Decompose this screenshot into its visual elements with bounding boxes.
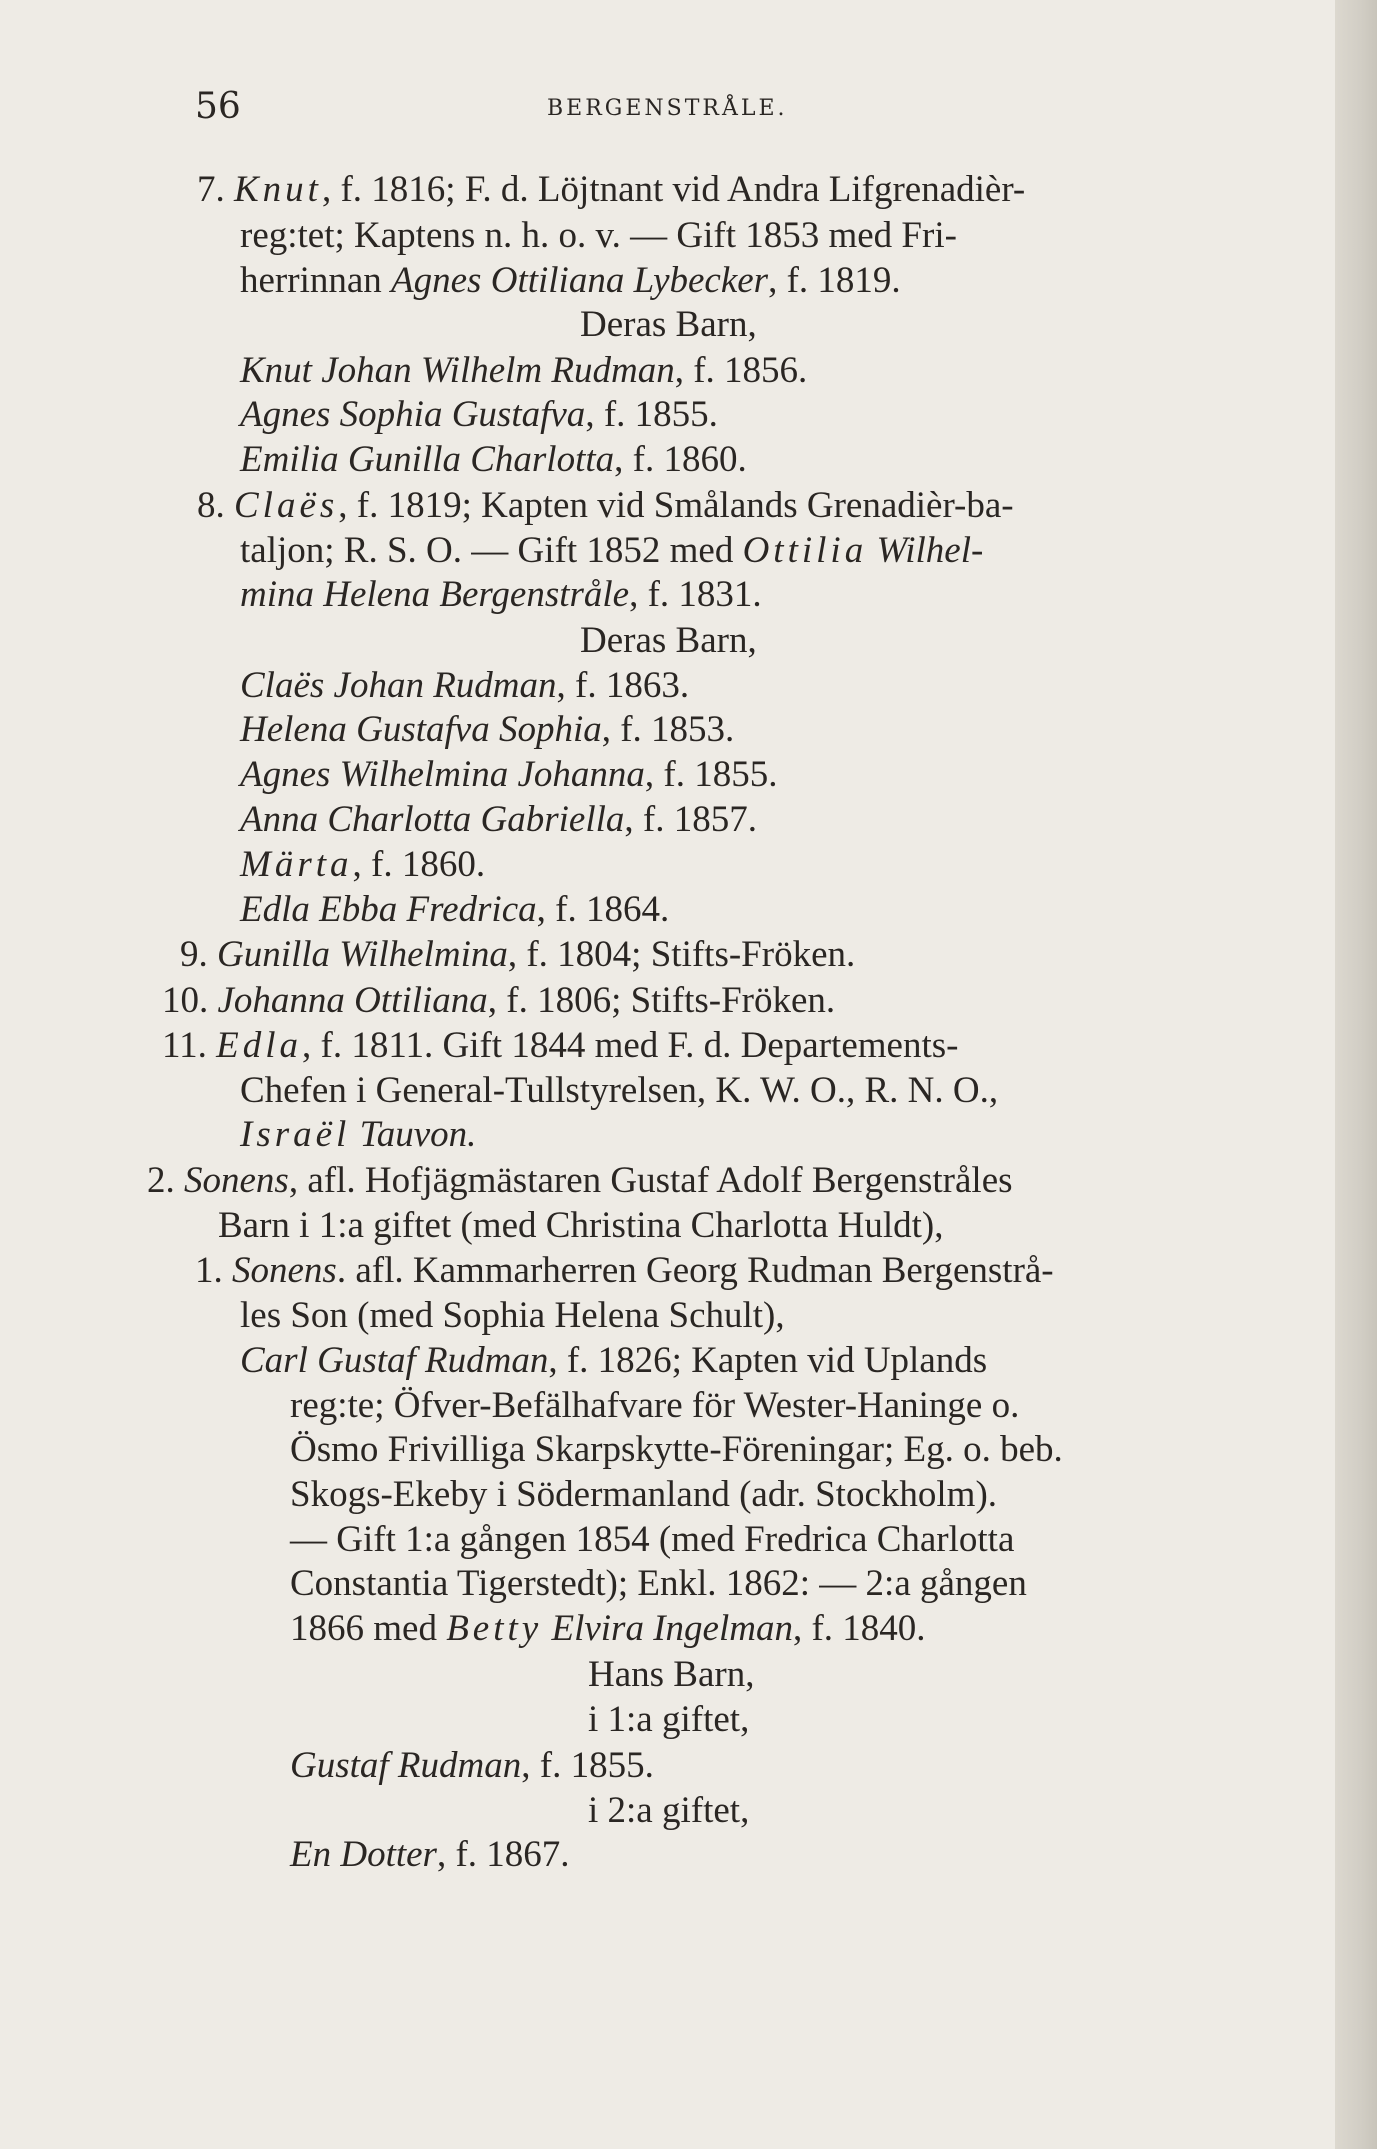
text-line bbox=[240, 1339, 987, 1383]
text-run: , f. 1806; Stifts-Fröken. bbox=[487, 980, 836, 1021]
text-run: Ösmo Frivilliga Skarpskytte-Föreningar; Eg. o. beb. bbox=[290, 1429, 1063, 1470]
text-line bbox=[162, 979, 835, 1023]
text-line bbox=[240, 664, 689, 708]
text-line bbox=[240, 259, 901, 303]
text-run: , f. 1855. bbox=[644, 754, 778, 795]
page-number: 56 bbox=[195, 86, 241, 127]
italic-name: En Dotter bbox=[290, 1834, 437, 1875]
italic-name: Emilia Gunilla Charlotta bbox=[240, 439, 615, 480]
text-run: , f. 1826; Kapten vid Uplands bbox=[548, 1340, 988, 1381]
text-run: 1866 med bbox=[290, 1608, 447, 1649]
italic-name: Agnes bbox=[391, 260, 482, 301]
text-run: Deras Barn, bbox=[580, 304, 757, 345]
text-run: , f. 1840. bbox=[792, 1608, 926, 1649]
italic-name: Ottilia bbox=[742, 530, 868, 571]
text-line bbox=[290, 1473, 997, 1517]
italic-name: mina Helena Bergenstråle bbox=[240, 574, 630, 615]
text-line bbox=[162, 1024, 958, 1068]
italic-name: Edla bbox=[216, 1025, 303, 1066]
text-run: les Son (med Sophia Helena Schult), bbox=[240, 1295, 785, 1336]
italic-name: Helena Gustafva Sophia bbox=[240, 709, 602, 750]
text-line bbox=[580, 303, 757, 347]
text-line bbox=[580, 619, 757, 663]
text-line bbox=[218, 1204, 943, 1248]
text-run: , f. 1811. Gift 1844 med F. d. Departements- bbox=[302, 1025, 959, 1066]
text-line bbox=[240, 843, 485, 887]
italic-name: Gunilla Wilhelmina bbox=[217, 934, 508, 975]
text-run: Barn i 1:a giftet (med Christina Charlotta Huldt), bbox=[218, 1205, 944, 1246]
italic-name: Knut bbox=[234, 169, 322, 210]
text-run: — Gift 1:a gången 1854 (med Fredrica Charlotta bbox=[290, 1519, 1015, 1560]
text-line bbox=[290, 1833, 570, 1877]
text-run: taljon; R. S. O. — Gift 1852 med bbox=[240, 530, 743, 571]
text-line bbox=[240, 888, 669, 932]
text-line bbox=[180, 933, 855, 977]
italic-name: Märta bbox=[240, 844, 353, 885]
text-run: , f. 1856. bbox=[674, 350, 808, 391]
text-run: , f. 1860. bbox=[352, 844, 486, 885]
text-run: . afl. Kammarherren Georg Rudman Bergenstrå- bbox=[336, 1250, 1054, 1291]
text-line bbox=[240, 393, 718, 437]
text-run: i 1:a giftet, bbox=[588, 1699, 750, 1740]
italic-name: Sonens bbox=[232, 1250, 337, 1291]
text-line bbox=[240, 214, 957, 258]
italic-name: Elvira Ingelman bbox=[551, 1608, 793, 1649]
italic-name: Betty bbox=[446, 1608, 543, 1649]
text-line bbox=[240, 349, 807, 393]
text-line bbox=[240, 798, 757, 842]
italic-name: Agnes Sophia Gustafva bbox=[240, 394, 586, 435]
text-run: i 2:a giftet, bbox=[588, 1790, 750, 1831]
text-run: , f. 1855. bbox=[521, 1745, 654, 1786]
text-run: Hans Barn, bbox=[588, 1654, 755, 1695]
running-title: BERGENSTRÅLE. bbox=[547, 96, 788, 121]
italic-name: Sonens bbox=[184, 1160, 289, 1201]
italic-name: Edla Ebba Fredrica bbox=[240, 889, 537, 930]
entry-number: 11. bbox=[162, 1025, 217, 1066]
text-run: Constantia Tigerstedt); Enkl. 1862: — 2:a gången bbox=[290, 1563, 1027, 1604]
text-run: , f. 1853. bbox=[601, 709, 735, 750]
text-line bbox=[240, 753, 777, 797]
text-run: , f. 1831. bbox=[629, 574, 762, 615]
italic-name: Anna Charlotta Gabriella bbox=[240, 799, 625, 840]
text-line bbox=[197, 484, 1014, 528]
text-line bbox=[290, 1428, 1063, 1472]
text-run: , f. 1864. bbox=[536, 889, 670, 930]
text-line bbox=[588, 1789, 749, 1833]
italic-name: Claës bbox=[234, 485, 339, 526]
text-line bbox=[290, 1562, 1027, 1606]
text-line bbox=[197, 168, 1025, 212]
text-run: reg:tet; Kaptens n. h. o. v. — Gift 1853 med Fri- bbox=[240, 215, 957, 256]
page-header bbox=[195, 86, 1225, 136]
text-run: , f. 1819. bbox=[768, 260, 901, 301]
text-run: , afl. Hofjägmästaren Gustaf Adolf Bergenstråles bbox=[288, 1160, 1013, 1201]
page-edge bbox=[1335, 0, 1377, 2149]
italic-name: Claës Johan Rudman bbox=[240, 665, 557, 706]
text-line bbox=[240, 438, 747, 482]
italic-name: Israël bbox=[240, 1114, 351, 1155]
italic-name: Carl Gustaf Rudman bbox=[240, 1340, 549, 1381]
italic-name: Gustaf Rudman bbox=[290, 1745, 522, 1786]
text-line bbox=[240, 1069, 998, 1113]
text-run: Chefen i General-Tullstyrelsen, K. W. O., R. N. O., bbox=[240, 1070, 999, 1111]
text-line bbox=[588, 1653, 754, 1697]
text-run bbox=[350, 1114, 359, 1155]
entry-number: 2. bbox=[147, 1160, 184, 1201]
text-line bbox=[290, 1518, 1014, 1562]
text-line bbox=[240, 529, 983, 573]
entry-number: 1. bbox=[195, 1250, 232, 1291]
text-run bbox=[481, 260, 490, 301]
text-line bbox=[290, 1607, 926, 1651]
text-line bbox=[240, 573, 762, 617]
text-line bbox=[195, 1249, 1054, 1293]
italic-name: Wilhel- bbox=[876, 530, 984, 571]
text-run: reg:te; Öfver-Befälhafvare för Wester-Haninge o. bbox=[290, 1385, 1020, 1426]
text-run: , f. 1860. bbox=[614, 439, 747, 480]
text-line bbox=[147, 1159, 1013, 1203]
text-line bbox=[290, 1384, 1019, 1428]
text-run: Deras Barn, bbox=[580, 620, 757, 661]
italic-name: Johanna Ottiliana bbox=[217, 980, 488, 1021]
entry-number: 10. bbox=[162, 980, 218, 1021]
text-line bbox=[240, 708, 734, 752]
text-line bbox=[240, 1113, 476, 1157]
italic-name: Knut Johan Wilhelm Rudman bbox=[240, 350, 675, 391]
text-run: , f. 1804; Stifts-Fröken. bbox=[507, 934, 856, 975]
text-run: herrinnan bbox=[240, 260, 392, 301]
text-run: , f. 1855. bbox=[585, 394, 718, 435]
text-line bbox=[290, 1744, 654, 1788]
text-run: , f. 1857. bbox=[624, 799, 757, 840]
text-run: , f. 1867. bbox=[436, 1834, 570, 1875]
text-run: , f. 1819; Kapten vid Smålands Grenadièr-ba- bbox=[338, 485, 1014, 526]
text-run: Skogs-Ekeby i Södermanland (adr. Stockholm). bbox=[290, 1474, 998, 1515]
entry-number: 7. bbox=[197, 169, 234, 210]
entry-number: 8. bbox=[197, 485, 234, 526]
italic-name: Tauvon. bbox=[359, 1114, 477, 1155]
italic-name: Agnes Wilhelmina Johanna bbox=[240, 754, 645, 795]
text-run: , f. 1816; F. d. Löjtnant vid Andra Lifgrenadièr- bbox=[321, 169, 1026, 210]
text-line bbox=[588, 1698, 749, 1742]
entry-number: 9. bbox=[180, 934, 217, 975]
text-line bbox=[240, 1294, 785, 1338]
italic-name: Ottiliana Lybecker bbox=[490, 260, 769, 301]
text-run: , f. 1863. bbox=[556, 665, 690, 706]
